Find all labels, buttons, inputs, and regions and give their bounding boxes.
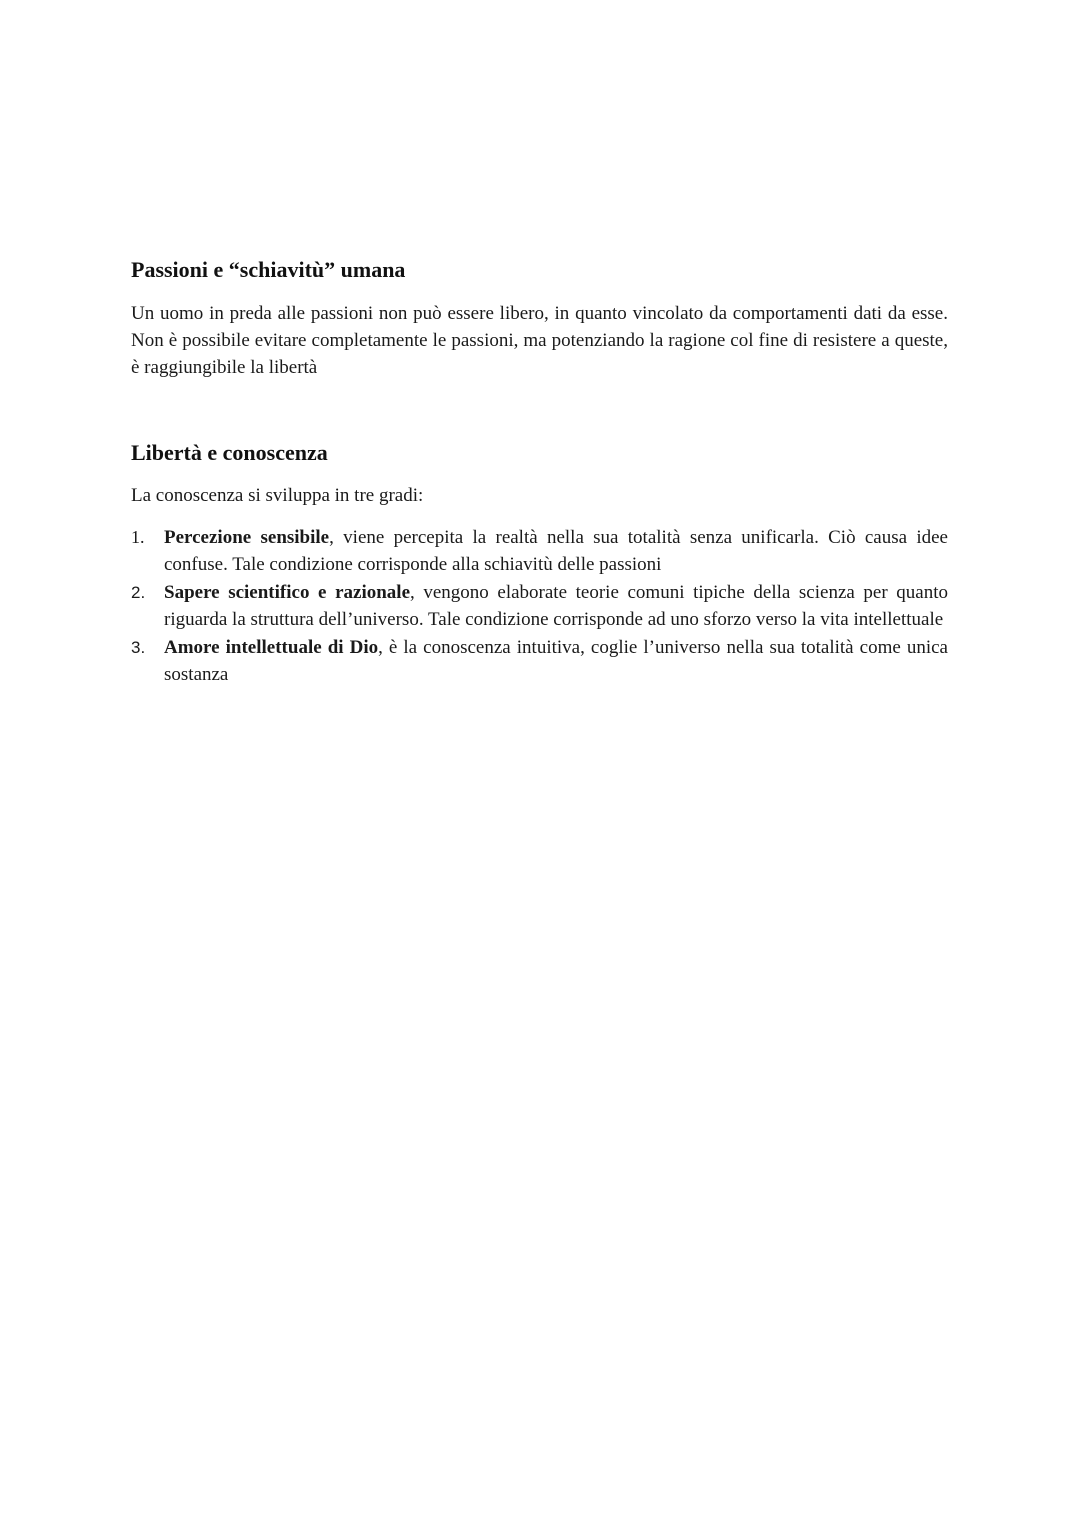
item-text: , viene percepita la realtà nella sua totalità senza unificarla. Ciò causa idee confuse. Tale condizione corrisponde alla schiavitù delle passioni	[164, 527, 948, 575]
item-term: Percezione sensibile	[164, 527, 330, 548]
section-heading: Passioni e “schiavitù” umana	[131, 257, 406, 282]
item-term: Amore intellettuale di Dio	[164, 637, 379, 658]
item-number: 1.	[131, 527, 145, 547]
item-text: , vengono elaborate teorie comuni tipiche della scienza per quanto riguarda la struttura dell’universo. Tale condizione corrisponde ad uno sforzo verso la vita intellettuale	[164, 582, 948, 630]
section-passioni	[131, 256, 948, 381]
item-text: , è la conoscenza intuitiva, coglie l’universo nella sua totalità come unica sostanza	[164, 637, 948, 685]
list-item	[131, 634, 948, 688]
list-item	[131, 579, 948, 633]
section-paragraph: Un uomo in preda alle passioni non può essere libero, in quanto vincolato da comportamenti dati da esse. Non è possibile evitare completamente le passioni, ma potenziando la ragione col fine di resistere a queste, è raggiungibile la libertà	[131, 303, 948, 378]
section-heading: Libertà e conoscenza	[131, 440, 328, 465]
section-liberta	[131, 439, 948, 689]
item-term: Sapere scientifico e razionale	[164, 582, 411, 603]
list-intro: La conoscenza si sviluppa in tre gradi:	[131, 485, 424, 506]
item-number: 3.	[131, 638, 146, 657]
item-number: 2.	[131, 583, 146, 602]
list-item	[131, 524, 948, 578]
grades-list	[131, 524, 948, 688]
